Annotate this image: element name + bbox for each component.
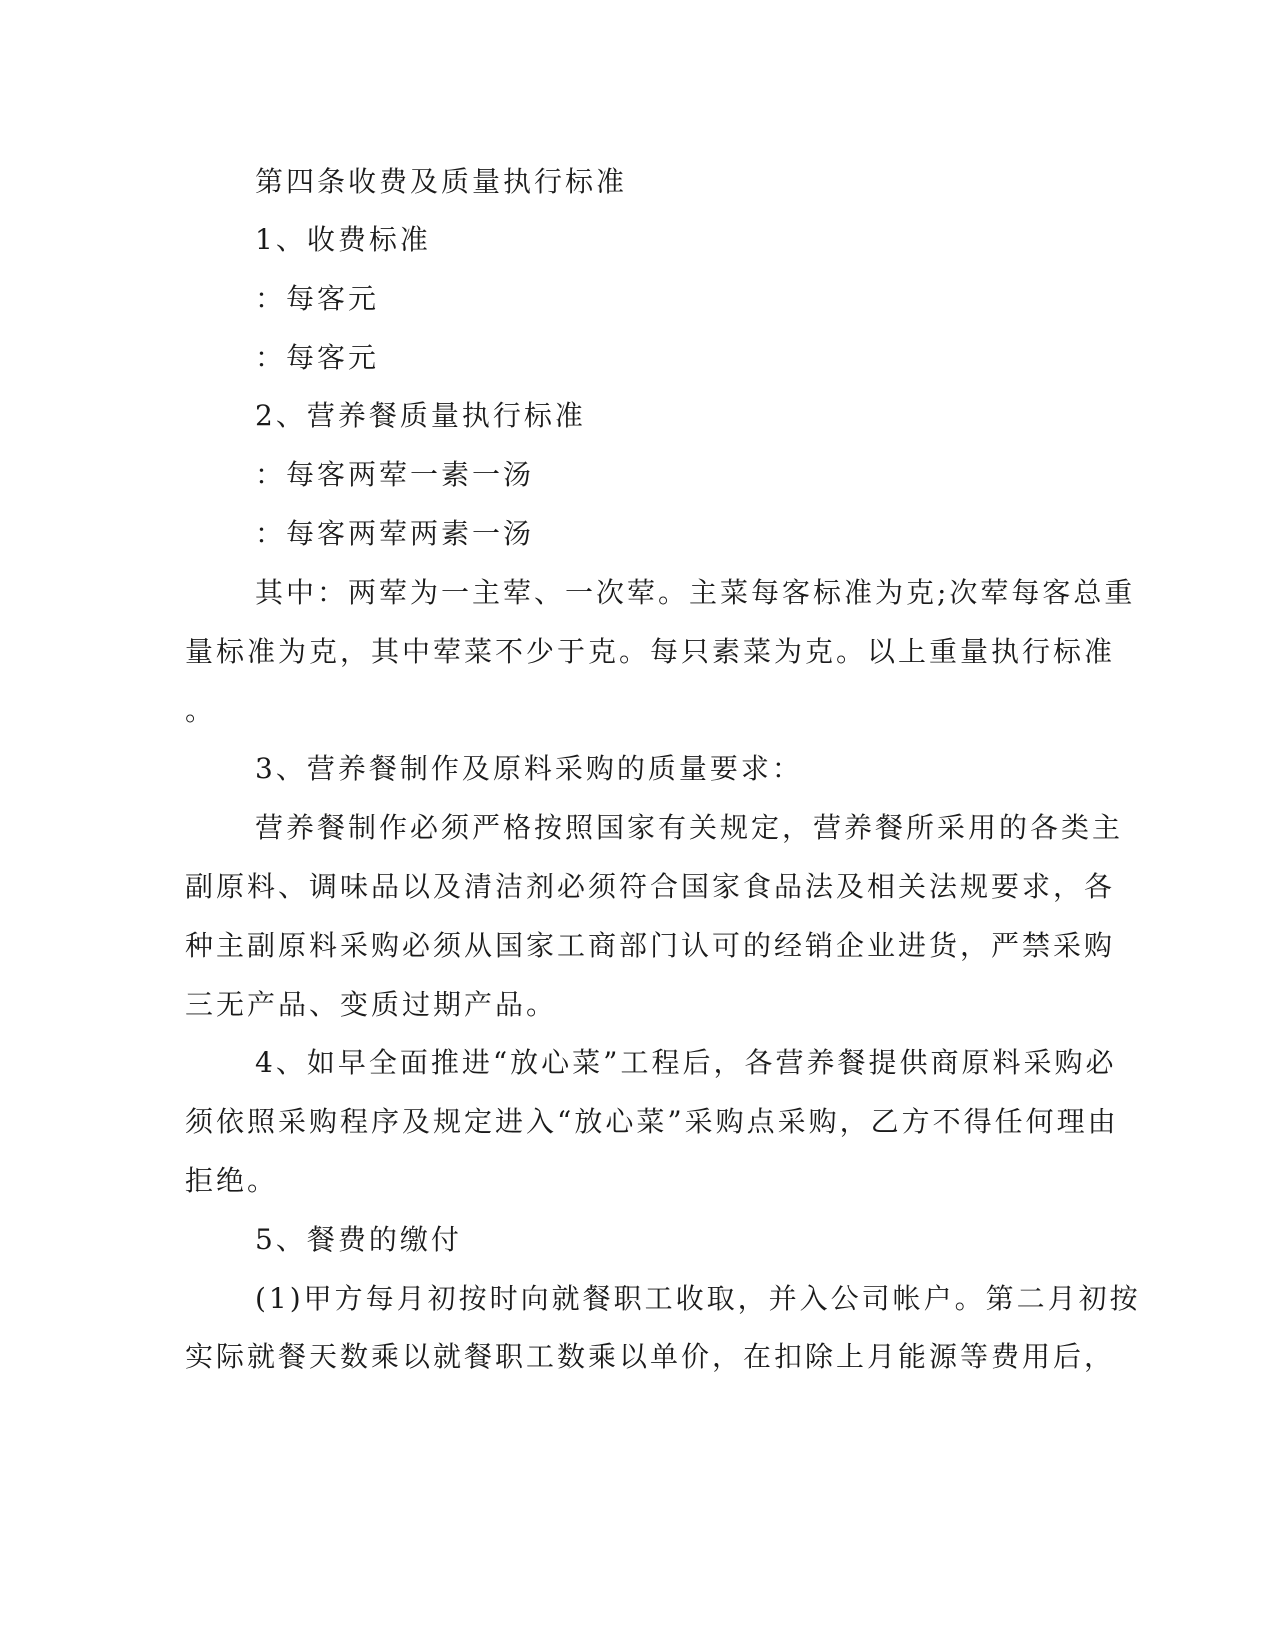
section-heading: 第四条收费及质量执行标准 <box>255 165 628 198</box>
subheading-payment: 5、餐费的缴付 <box>255 1223 462 1256</box>
paragraph-line: (1)甲方每月初按时向就餐职工收取，并入公司帐户。第二月初按 <box>255 1282 1141 1315</box>
paragraph-line: 4、如早全面推进“放心菜”工程后，各营养餐提供商原料采购必 <box>255 1046 1117 1079</box>
meal-item: ：每客两荤两素一汤 <box>255 517 535 550</box>
paragraph-line: 拒绝。 <box>185 1164 279 1197</box>
paragraph-line: 须依照采购程序及规定进入“放心菜”采购点采购，乙方不得任何理由 <box>185 1105 1119 1138</box>
paragraph-line: 。 <box>185 694 217 727</box>
paragraph-line: 量标准为克，其中荤菜不少于克。每只素菜为克。以上重量执行标准 <box>185 635 1116 668</box>
paragraph-line: 副原料、调味品以及清洁剂必须符合国家食品法及相关法规要求，各 <box>185 870 1116 903</box>
paragraph-line: 其中：两荤为一主荤、一次荤。主菜每客标准为克;次荤每客总重 <box>255 576 1136 609</box>
subheading-quality-requirements: 3、营养餐制作及原料采购的质量要求： <box>255 752 803 785</box>
paragraph-line: 种主副原料采购必须从国家工商部门认可的经销企业进货，严禁采购 <box>185 929 1116 962</box>
meal-item: ：每客两荤一素一汤 <box>255 458 535 491</box>
fee-item: ：每客元 <box>255 341 380 374</box>
paragraph-line: 营养餐制作必须严格按照国家有关规定，营养餐所采用的各类主 <box>255 811 1124 844</box>
subheading-fee-standard: 1、收费标准 <box>255 223 431 256</box>
paragraph-line: 实际就餐天数乘以就餐职工数乘以单价，在扣除上月能源等费用后， <box>185 1340 1116 1373</box>
fee-item: ：每客元 <box>255 282 380 315</box>
paragraph-line: 三无产品、变质过期产品。 <box>185 988 558 1021</box>
subheading-quality-standard: 2、营养餐质量执行标准 <box>255 399 586 432</box>
